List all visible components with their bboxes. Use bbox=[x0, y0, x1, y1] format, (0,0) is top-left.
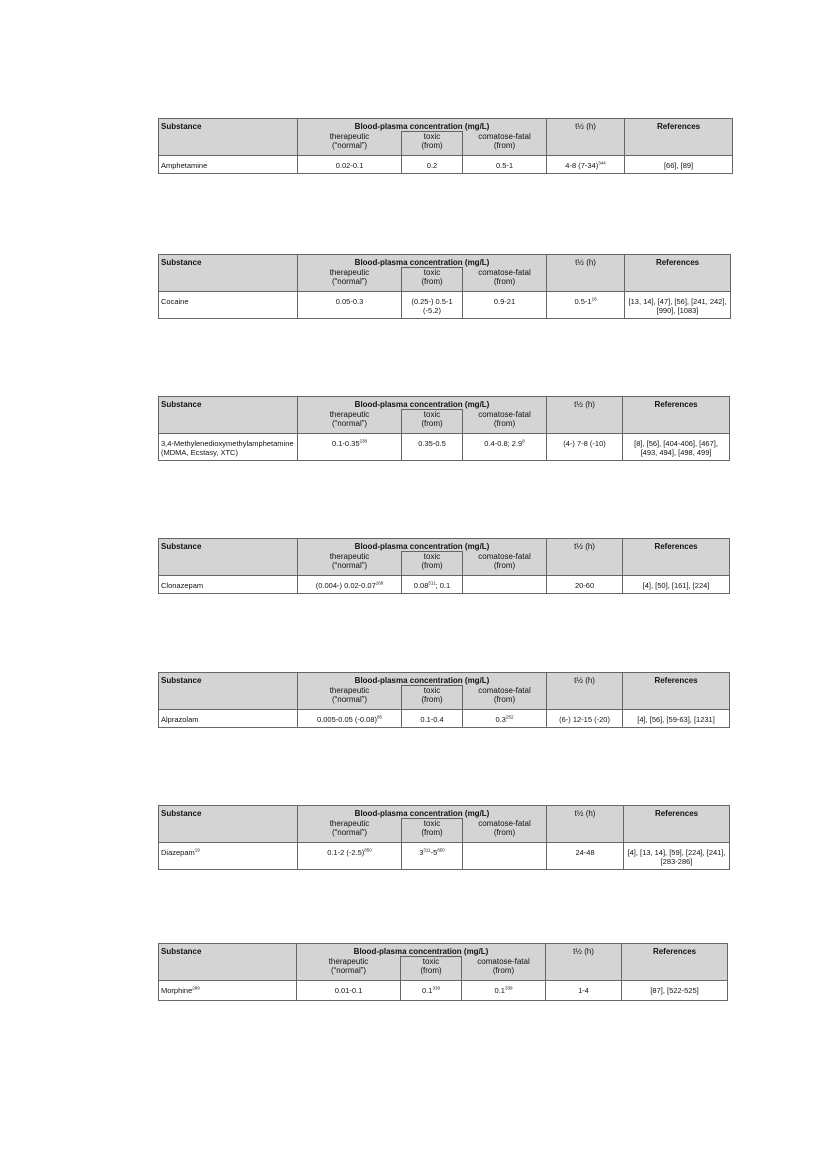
half-life-value: 0.5-1 bbox=[574, 297, 592, 306]
cell-substance bbox=[159, 292, 298, 319]
substance-name: Alprazolam bbox=[161, 715, 199, 724]
header-blood-plasma bbox=[298, 539, 547, 552]
subheader-therapeutic-label: therapeutic bbox=[329, 131, 370, 141]
comatose-fatal-value: 0.5-1 bbox=[495, 161, 514, 170]
subheader-comatose bbox=[463, 268, 547, 292]
cell-toxic bbox=[402, 843, 463, 870]
subheader-comatose-label: comatose-fatal bbox=[478, 818, 531, 828]
half-life-value: 1-4 bbox=[578, 986, 589, 995]
cell-substance bbox=[159, 843, 298, 870]
header-half-life bbox=[547, 119, 625, 156]
toxic-value: 0.1-0.4 bbox=[420, 715, 444, 724]
cell-therapeutic bbox=[298, 434, 402, 461]
substance-footnote: 19 bbox=[194, 847, 200, 853]
header-substance bbox=[159, 673, 298, 710]
header-half-life-label: t½ (h) bbox=[574, 542, 595, 551]
toxic-value: 0.1 bbox=[422, 986, 433, 995]
header-references-label: References bbox=[654, 809, 699, 818]
subheader-toxic-label: toxic bbox=[423, 819, 441, 828]
cell-references bbox=[622, 981, 728, 1001]
subheader-therapeutic bbox=[298, 268, 402, 292]
header-half-life-label: t½ (h) bbox=[575, 258, 596, 267]
references-value: [4], [50], [161], [224] bbox=[642, 581, 710, 590]
therapeutic-footnote: 85 bbox=[377, 714, 383, 720]
cell-substance bbox=[159, 981, 297, 1001]
subheader-comatose bbox=[463, 686, 547, 710]
subheader-therapeutic bbox=[298, 410, 402, 434]
header-blood-plasma bbox=[298, 673, 547, 686]
half-life-value: (6-) 12-15 (-20) bbox=[559, 715, 610, 724]
therapeutic-value: 0.1-0.35 bbox=[331, 439, 360, 448]
subheader-toxic-from-label: (from) bbox=[421, 828, 443, 837]
cell-comatose-fatal bbox=[463, 710, 547, 728]
therapeutic-value: 0.01-0.1 bbox=[334, 986, 363, 995]
half-life-value: 20-60 bbox=[574, 581, 595, 590]
subheader-comatose bbox=[462, 957, 546, 981]
subheader-comatose-label: comatose-fatal bbox=[478, 409, 531, 419]
cell-toxic bbox=[402, 156, 463, 174]
subheader-normal-label: (“normal”) bbox=[331, 418, 368, 428]
subheader-therapeutic-label: therapeutic bbox=[329, 409, 370, 419]
cell-comatose-fatal bbox=[463, 156, 547, 174]
header-substance bbox=[159, 539, 298, 576]
header-blood-plasma bbox=[298, 397, 547, 410]
subheader-toxic-label: toxic bbox=[423, 410, 441, 419]
header-row bbox=[159, 944, 728, 957]
toxic-value: 3 bbox=[419, 848, 424, 857]
substance-name: Cocaine bbox=[161, 297, 189, 306]
subheader-therapeutic-label: therapeutic bbox=[329, 551, 370, 561]
therapeutic-footnote: 238 bbox=[359, 438, 368, 444]
substance-table bbox=[158, 538, 730, 594]
header-blood-plasma bbox=[298, 255, 547, 268]
header-row bbox=[159, 255, 731, 268]
subheader-therapeutic bbox=[297, 957, 401, 981]
substance-table bbox=[158, 672, 730, 728]
substance-table bbox=[158, 396, 730, 461]
subheader-comatose bbox=[463, 132, 547, 156]
header-blood-plasma-label: Blood-plasma concentration (mg/L) bbox=[354, 542, 490, 551]
header-references-label: References bbox=[654, 400, 698, 409]
header-substance-label: Substance bbox=[161, 947, 202, 956]
header-blood-plasma-label: Blood-plasma concentration (mg/L) bbox=[354, 122, 490, 131]
cell-substance bbox=[159, 156, 298, 174]
comatose-fatal-value: 0.4-0.8; 2.9 bbox=[484, 439, 523, 448]
comatose-fatal-footnote: 339 bbox=[504, 985, 513, 991]
toxic-value: 0.35-0.5 bbox=[418, 439, 446, 448]
subheader-normal-label: (“normal”) bbox=[330, 965, 367, 975]
header-blood-plasma-label: Blood-plasma concentration (mg/L) bbox=[353, 947, 489, 956]
subheader-toxic bbox=[401, 957, 462, 981]
subheader-toxic bbox=[402, 552, 463, 576]
references-value: [4], [56], [59-63], [1231] bbox=[637, 715, 715, 724]
cell-half-life bbox=[547, 434, 623, 461]
toxic-value: (0.25-) 0.5-1 (-5.2) bbox=[411, 297, 453, 315]
comatose-fatal-value: 0.9-21 bbox=[493, 297, 516, 306]
header-row bbox=[159, 673, 730, 686]
table-row bbox=[159, 843, 730, 870]
cell-therapeutic bbox=[298, 710, 402, 728]
subheader-comatose bbox=[463, 819, 547, 843]
subheader-toxic-label: toxic bbox=[423, 686, 441, 695]
subheader-toxic-from-label: (from) bbox=[421, 561, 443, 570]
toxic-footnote: 511 bbox=[428, 580, 436, 586]
header-substance-label: Substance bbox=[161, 809, 202, 818]
cell-references bbox=[623, 710, 730, 728]
subheader-therapeutic bbox=[298, 819, 402, 843]
cell-comatose-fatal bbox=[463, 434, 547, 461]
header-substance-label: Substance bbox=[161, 258, 202, 267]
cell-references bbox=[624, 843, 730, 870]
header-references-label: References bbox=[655, 258, 700, 267]
subheader-therapeutic bbox=[298, 132, 402, 156]
subheader-therapeutic-label: therapeutic bbox=[329, 267, 370, 277]
cell-comatose-fatal bbox=[463, 843, 547, 870]
cell-toxic bbox=[402, 710, 463, 728]
substance-name: Diazepam bbox=[161, 848, 195, 857]
header-half-life-label: t½ (h) bbox=[575, 122, 596, 131]
subheader-comatose-label: comatose-fatal bbox=[478, 551, 531, 561]
header-half-life-label: t½ (h) bbox=[574, 676, 595, 685]
cell-substance bbox=[159, 576, 298, 594]
header-references-label: References bbox=[654, 676, 698, 685]
table-row bbox=[159, 434, 730, 461]
cell-half-life bbox=[547, 292, 625, 319]
cell-toxic bbox=[401, 981, 462, 1001]
cell-toxic bbox=[402, 292, 463, 319]
header-references-label: References bbox=[654, 542, 698, 551]
substance-table bbox=[158, 118, 733, 174]
substance-footnote: 289 bbox=[192, 985, 200, 991]
header-row bbox=[159, 397, 730, 410]
therapeutic-value: 0.05-0.3 bbox=[335, 297, 364, 306]
subheader-toxic bbox=[402, 132, 463, 156]
cell-therapeutic bbox=[297, 981, 401, 1001]
subheader-therapeutic-label: therapeutic bbox=[329, 818, 370, 828]
header-references bbox=[624, 806, 730, 843]
subheader-toxic-from-label: (from) bbox=[420, 966, 442, 975]
substance-name: Clonazepam bbox=[161, 581, 204, 590]
substance-name: Amphetamine bbox=[161, 161, 208, 170]
header-substance-label: Substance bbox=[161, 542, 202, 551]
header-half-life bbox=[547, 806, 624, 843]
header-references bbox=[623, 539, 730, 576]
half-life-footnote: 18 bbox=[591, 296, 597, 302]
subheader-comatose bbox=[463, 552, 547, 576]
header-half-life bbox=[546, 944, 622, 981]
cell-toxic bbox=[402, 576, 463, 594]
header-blood-plasma bbox=[297, 944, 546, 957]
header-row bbox=[159, 806, 730, 819]
substance-name: Morphine bbox=[161, 986, 193, 995]
subheader-therapeutic bbox=[298, 552, 402, 576]
substance-table bbox=[158, 805, 730, 870]
cell-comatose-fatal bbox=[462, 981, 546, 1001]
header-references-label: References bbox=[652, 947, 697, 956]
subheader-comatose-from-label: (from) bbox=[493, 418, 516, 428]
subheader-normal-label: (“normal”) bbox=[331, 276, 368, 286]
subheader-normal-label: (“normal”) bbox=[331, 560, 368, 570]
half-life-value: (4-) 7-8 (-10) bbox=[563, 439, 606, 448]
toxic-footnote: 311 bbox=[423, 847, 431, 853]
subheader-comatose-from-label: (from) bbox=[493, 827, 516, 837]
subheader-toxic bbox=[402, 268, 463, 292]
therapeutic-value: 0.02-0.1 bbox=[335, 161, 364, 170]
cell-therapeutic bbox=[298, 292, 402, 319]
subheader-comatose-from-label: (from) bbox=[493, 140, 516, 150]
cell-half-life bbox=[547, 576, 623, 594]
header-substance-label: Substance bbox=[161, 122, 202, 131]
header-references bbox=[622, 944, 728, 981]
header-substance bbox=[159, 806, 298, 843]
header-references bbox=[625, 255, 731, 292]
header-half-life bbox=[547, 397, 623, 434]
therapeutic-footnote: 168 bbox=[375, 580, 384, 586]
subheader-toxic bbox=[402, 819, 463, 843]
toxic-value: 0.08 bbox=[413, 581, 429, 590]
header-blood-plasma-label: Blood-plasma concentration (mg/L) bbox=[354, 258, 490, 267]
cell-half-life bbox=[547, 710, 623, 728]
comatose-fatal-footnote: 252 bbox=[505, 714, 514, 720]
references-value: [87], [522-525] bbox=[650, 986, 699, 995]
header-substance-label: Substance bbox=[161, 400, 202, 409]
subheader-therapeutic-label: therapeutic bbox=[329, 685, 370, 695]
subheader-comatose bbox=[463, 410, 547, 434]
comatose-fatal-value: 0.1 bbox=[494, 986, 505, 995]
cell-half-life bbox=[546, 981, 622, 1001]
header-half-life bbox=[547, 673, 623, 710]
subheader-comatose-from-label: (from) bbox=[493, 560, 516, 570]
header-references bbox=[625, 119, 733, 156]
cell-half-life bbox=[547, 843, 624, 870]
cell-substance bbox=[159, 434, 298, 461]
table-row bbox=[159, 576, 730, 594]
references-value: [8], [56], [404-406], [467], [493, 494], [498, 499] bbox=[634, 439, 718, 457]
therapeutic-footnote: 850 bbox=[364, 847, 372, 853]
therapeutic-value: 0.1-2 (-2.5) bbox=[327, 848, 365, 857]
subheader-comatose-from-label: (from) bbox=[493, 694, 516, 704]
subheader-toxic bbox=[402, 686, 463, 710]
header-half-life bbox=[547, 539, 623, 576]
table-row bbox=[159, 710, 730, 728]
table-row bbox=[159, 292, 731, 319]
cell-references bbox=[623, 434, 730, 461]
cell-references bbox=[623, 576, 730, 594]
subheader-comatose-from-label: (from) bbox=[493, 276, 516, 286]
subheader-toxic-from-label: (from) bbox=[421, 695, 443, 704]
header-row bbox=[159, 539, 730, 552]
header-substance bbox=[159, 944, 297, 981]
cell-therapeutic bbox=[298, 156, 402, 174]
cell-comatose-fatal bbox=[463, 576, 547, 594]
header-references bbox=[623, 673, 730, 710]
cell-comatose-fatal bbox=[463, 292, 547, 319]
comatose-fatal-footnote: 8 bbox=[522, 438, 525, 444]
half-life-value: 4-8 (7-34) bbox=[565, 161, 599, 170]
header-half-life bbox=[547, 255, 625, 292]
subheader-toxic-label: toxic bbox=[422, 957, 440, 966]
cell-references bbox=[625, 156, 733, 174]
header-half-life-label: t½ (h) bbox=[574, 809, 596, 818]
subheader-toxic-label: toxic bbox=[423, 132, 441, 141]
references-value: [13, 14], [47], [56], [241, 242], [990], [1083] bbox=[628, 297, 727, 315]
comatose-fatal-value: 0.3 bbox=[495, 715, 506, 724]
header-blood-plasma bbox=[298, 806, 547, 819]
substance-table bbox=[158, 254, 731, 319]
substance-name: 3,4-Methylenedioxymethylamphetamine (MDMA, Ecstasy, XTC) bbox=[161, 439, 294, 457]
header-substance bbox=[159, 397, 298, 434]
references-value: [4], [13, 14], [59], [224], [241], [283-286] bbox=[627, 848, 726, 866]
header-blood-plasma bbox=[298, 119, 547, 132]
subheader-toxic-from-label: (from) bbox=[421, 419, 443, 428]
subheader-normal-label: (“normal”) bbox=[331, 694, 368, 704]
substance-table bbox=[158, 943, 728, 1001]
subheader-normal-label: (“normal”) bbox=[331, 827, 368, 837]
cell-therapeutic bbox=[298, 576, 402, 594]
header-blood-plasma-label: Blood-plasma concentration (mg/L) bbox=[354, 400, 490, 409]
header-half-life-label: t½ (h) bbox=[574, 400, 595, 409]
half-life-footnote: 344 bbox=[598, 160, 606, 166]
toxic-extra-footnote: 850 bbox=[437, 847, 445, 853]
header-references bbox=[623, 397, 730, 434]
subheader-toxic-label: toxic bbox=[423, 268, 441, 277]
subheader-toxic-label: toxic bbox=[423, 552, 441, 561]
header-row bbox=[159, 119, 733, 132]
half-life-value: 24-48 bbox=[575, 848, 595, 857]
header-substance bbox=[159, 255, 298, 292]
references-value: [66], [89] bbox=[663, 161, 694, 170]
subheader-toxic bbox=[402, 410, 463, 434]
header-substance bbox=[159, 119, 298, 156]
cell-half-life bbox=[547, 156, 625, 174]
header-substance-label: Substance bbox=[161, 676, 202, 685]
subheader-therapeutic bbox=[298, 686, 402, 710]
subheader-toxic-from-label: (from) bbox=[421, 277, 443, 286]
subheader-comatose-label: comatose-fatal bbox=[478, 267, 531, 277]
subheader-comatose-label: comatose-fatal bbox=[478, 131, 531, 141]
cell-substance bbox=[159, 710, 298, 728]
therapeutic-value: (0.004-) 0.02-0.07 bbox=[315, 581, 376, 590]
header-half-life-label: t½ (h) bbox=[573, 947, 594, 956]
header-blood-plasma-label: Blood-plasma concentration (mg/L) bbox=[354, 676, 490, 685]
toxic-footnote: 339 bbox=[432, 985, 440, 991]
table-row bbox=[159, 156, 733, 174]
toxic-value: 0.2 bbox=[426, 161, 438, 170]
cell-references bbox=[625, 292, 731, 319]
subheader-toxic-from-label: (from) bbox=[421, 141, 443, 150]
subheader-normal-label: (“normal”) bbox=[331, 140, 368, 150]
cell-toxic bbox=[402, 434, 463, 461]
subheader-therapeutic-label: therapeutic bbox=[328, 956, 369, 966]
cell-therapeutic bbox=[298, 843, 402, 870]
header-references-label: References bbox=[656, 122, 701, 131]
header-blood-plasma-label: Blood-plasma concentration (mg/L) bbox=[354, 809, 490, 818]
subheader-comatose-label: comatose-fatal bbox=[478, 685, 531, 695]
toxic-value-extra: ; 0.1 bbox=[435, 581, 451, 590]
table-row bbox=[159, 981, 728, 1001]
subheader-comatose-from-label: (from) bbox=[492, 965, 515, 975]
subheader-comatose-label: comatose-fatal bbox=[477, 956, 530, 966]
therapeutic-value: 0.005-0.05 (-0.08) bbox=[316, 715, 378, 724]
toxic-value-extra: -5 bbox=[430, 848, 438, 857]
